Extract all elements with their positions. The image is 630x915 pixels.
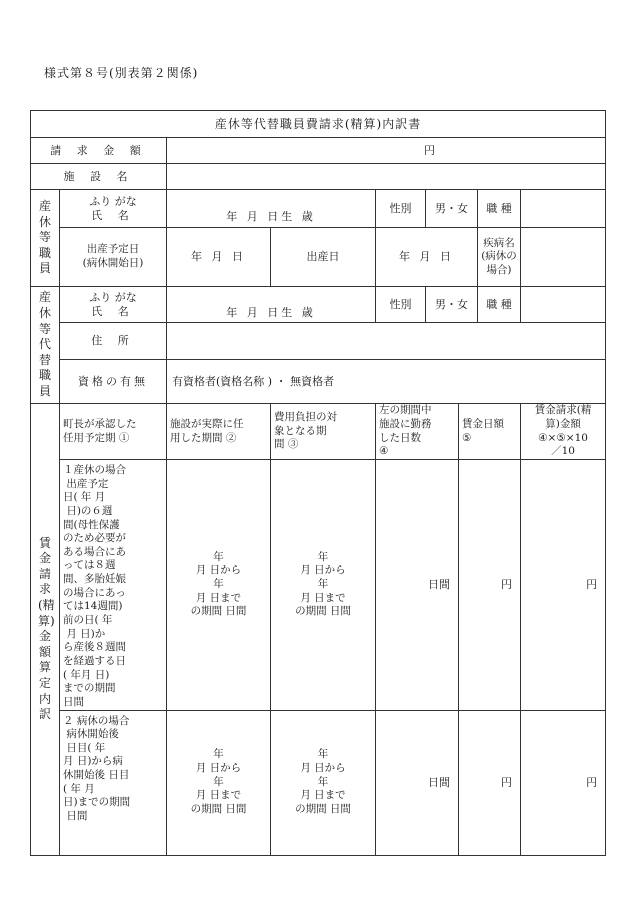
header-daily-wage: 賃金日額 ⑤ [459,404,521,460]
substitute-section-label: 産休等代替職員 [31,287,60,404]
case1-work-days[interactable]: 日間 [376,460,459,711]
header-covered-period: 費用負担の対 象となる期 間 ③ [271,404,376,460]
case2-actual-period[interactable]: 年 月 日から 年 月 日まで の期間 日間 [167,710,271,855]
maternity-name-label [60,190,167,228]
case1-covered-period[interactable]: 年 月 日から 年 月 日まで の期間 日間 [271,460,376,711]
case2-sick-leave-text: ２ 病休の場合 病休開始後 日目( 年 月 日)から病 休開始後 日目 ( 年 月 日)までの期間 日間 [60,710,167,855]
request-amount-field[interactable] [167,138,606,164]
header-work-days: 左の期間中 施設に勤務 した日数 ④ [376,404,459,460]
breakdown-form [30,110,606,856]
disease-label: 疾病名 (病休の 場合) [478,228,521,287]
header-approved-period: 町長が承認した 任用予定期 ① [60,404,167,460]
form-table [30,110,606,856]
maternity-gender-label: 性別 [376,190,426,228]
substitute-job-label: 職 種 [478,287,521,323]
disease-field[interactable] [521,228,606,287]
case1-daily-wage[interactable]: 円 [459,460,521,711]
case1-maternity-text: １産休の場合 出産予定 日( 年 月 日)の６週 間(母性保護 のため必要が ある場合にあ っては８週 間、多胎妊娠 の場合にあっ ては14週間) 前の日( 年 月 日)か ら産後８週間 を経過する日 ( 年月 日) までの期間 日間 [60,460,167,711]
substitute-gender-label: 性別 [376,287,426,323]
maternity-name-text: 氏 名 [91,208,135,222]
maternity-furigana-label: ふり がな [89,194,137,208]
request-amount-label: 請 求 金 額 [31,138,167,164]
qualification-field[interactable]: 有資格者(資格名称 ) ・ 無資格者 [167,360,606,404]
form-title: 産休等代替職員費請求(精算)内訳書 [31,111,606,138]
request-amount-unit: 円 [424,143,436,157]
maternity-dob-field[interactable]: 年 月 日生 歳 [167,190,376,228]
substitute-dob-field[interactable]: 年 月 日生 歳 [167,287,376,323]
address-field[interactable] [167,323,606,360]
address-label: 住 所 [60,323,167,360]
maternity-gender-field[interactable]: 男・女 [426,190,478,228]
substitute-furigana-label: ふり がな [89,290,137,304]
substitute-name-text: 氏 名 [91,304,135,318]
case2-covered-period[interactable]: 年 月 日から 年 月 日まで の期間 日間 [271,710,376,855]
case1-claim-amount[interactable]: 円 [521,460,606,711]
case2-daily-wage[interactable]: 円 [459,710,521,855]
substitute-name-label [60,287,167,323]
substitute-gender-field[interactable]: 男・女 [426,287,478,323]
header-actual-period: 施設が実際に任 用した期間 ② [167,404,271,460]
maternity-job-label: 職 種 [478,190,521,228]
form-number: 様式第８号(別表第２関係) [44,66,199,80]
due-date-field[interactable]: 年 月 日 [167,228,271,287]
facility-name-label: 施 設 名 [31,164,167,190]
qualification-label: 資格の有無 [60,360,167,404]
case2-work-days[interactable]: 日間 [376,710,459,855]
case1-actual-period[interactable]: 年 月 日から 年 月 日まで の期間 日間 [167,460,271,711]
maternity-job-field[interactable] [521,190,606,228]
birth-date-field[interactable]: 年 月 日 [376,228,478,287]
maternity-section-label: 産休等職員 [31,190,60,287]
header-claim-amount: 賃金請求(精 算)金額 ④×⑤×10 ／10 [521,404,606,460]
due-date-label: 出産予定日 (病休開始日) [60,228,167,287]
case2-claim-amount[interactable]: 円 [521,710,606,855]
wage-section-label: 賃金請求(精算)金額算定内訳 [31,404,60,856]
birth-date-label: 出産日 [271,228,376,287]
facility-name-field[interactable] [167,164,606,190]
substitute-job-field[interactable] [521,287,606,323]
